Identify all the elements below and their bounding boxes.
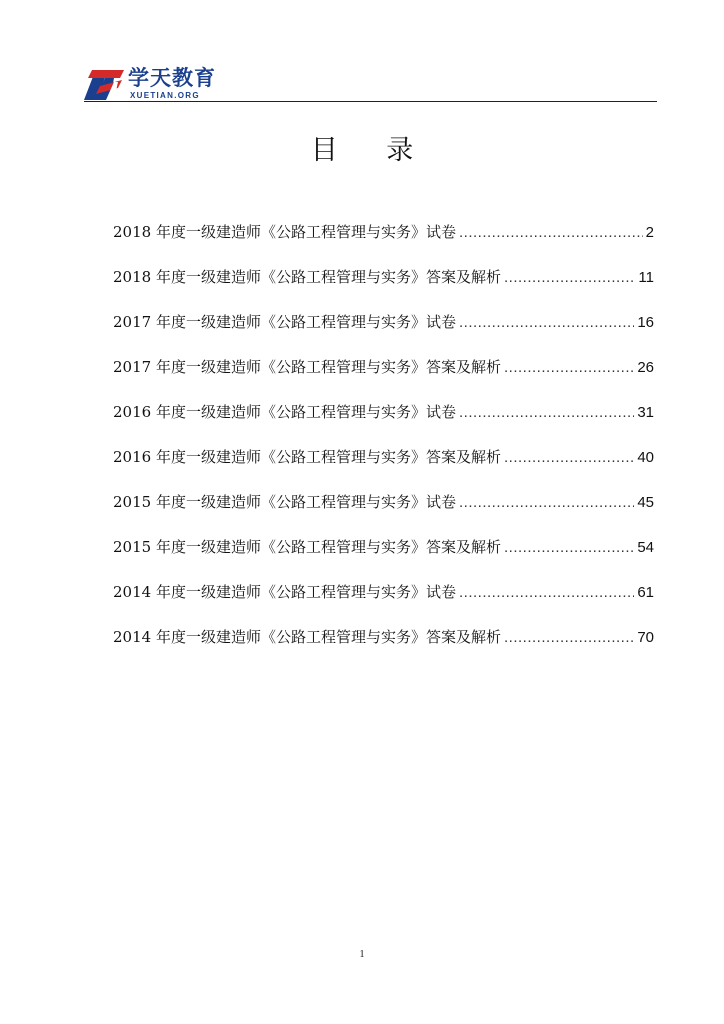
toc-entry-title: 年度一级建造师《公路工程管理与实务》答案及解析 xyxy=(155,538,501,556)
header-divider xyxy=(84,101,657,102)
toc-entry-text xyxy=(113,446,501,468)
logo-chinese-text: 学天教育 xyxy=(128,66,216,90)
toc-entry[interactable] xyxy=(113,446,654,491)
toc-entry-text xyxy=(113,221,456,243)
toc-entry-year: 2016 xyxy=(113,403,152,421)
toc-dot-leader xyxy=(504,537,634,559)
toc-entry[interactable] xyxy=(113,536,654,581)
toc-page-number: 61 xyxy=(637,584,654,601)
toc-page-number: 11 xyxy=(638,269,654,286)
toc-entry-title: 年度一级建造师《公路工程管理与实务》答案及解析 xyxy=(155,358,501,376)
toc-entry-title: 年度一级建造师《公路工程管理与实务》试卷 xyxy=(155,403,456,421)
toc-entry-title: 年度一级建造师《公路工程管理与实务》答案及解析 xyxy=(155,268,501,286)
table-of-contents xyxy=(113,221,654,671)
toc-entry[interactable] xyxy=(113,221,654,266)
toc-entry-title: 年度一级建造师《公路工程管理与实务》答案及解析 xyxy=(155,448,501,466)
toc-entry-text xyxy=(113,536,501,558)
toc-entry-year: 2018 xyxy=(113,268,152,286)
toc-page-number: 45 xyxy=(637,494,654,511)
toc-entry-text xyxy=(113,581,456,603)
toc-entry-text xyxy=(113,356,501,378)
toc-dot-leader xyxy=(459,402,634,424)
toc-page-number: 54 xyxy=(637,539,654,556)
toc-page-number: 70 xyxy=(637,629,654,646)
toc-dot-leader xyxy=(504,627,634,649)
toc-entry-year: 2016 xyxy=(113,448,152,466)
toc-entry[interactable] xyxy=(113,401,654,446)
page-title: 目 录 xyxy=(310,135,434,166)
toc-entry-title: 年度一级建造师《公路工程管理与实务》试卷 xyxy=(155,223,456,241)
toc-entry-year: 2017 xyxy=(113,358,152,376)
toc-entry-year: 2018 xyxy=(113,223,152,241)
toc-dot-leader xyxy=(504,447,634,469)
toc-dot-leader xyxy=(459,582,634,604)
toc-page-number: 31 xyxy=(637,404,654,421)
toc-entry-title: 年度一级建造师《公路工程管理与实务》答案及解析 xyxy=(155,628,501,646)
toc-entry[interactable] xyxy=(113,581,654,626)
toc-dot-leader xyxy=(459,492,634,514)
toc-page-number: 2 xyxy=(645,224,654,241)
xuetian-logo xyxy=(84,64,224,102)
toc-page-number: 40 xyxy=(637,449,654,466)
toc-entry-year: 2015 xyxy=(113,538,152,556)
toc-entry-year: 2017 xyxy=(113,313,152,331)
toc-entry-text xyxy=(113,311,456,333)
toc-page-number: 26 xyxy=(637,359,654,376)
toc-entry-year: 2014 xyxy=(113,628,152,646)
toc-entry-text xyxy=(113,266,501,288)
toc-page-number: 16 xyxy=(637,314,654,331)
toc-entry-year: 2015 xyxy=(113,493,152,511)
toc-entry-text xyxy=(113,401,456,423)
toc-entry-text xyxy=(113,491,456,513)
toc-entry-title: 年度一级建造师《公路工程管理与实务》试卷 xyxy=(155,583,456,601)
page-header xyxy=(84,64,657,104)
toc-entry-year: 2014 xyxy=(113,583,152,601)
toc-dot-leader xyxy=(504,357,634,379)
logo-road-icon xyxy=(84,68,124,100)
toc-entry[interactable] xyxy=(113,356,654,401)
toc-entry-title: 年度一级建造师《公路工程管理与实务》试卷 xyxy=(155,313,456,331)
toc-entry[interactable] xyxy=(113,311,654,356)
logo-english-text: XUETIAN.ORG xyxy=(130,91,200,100)
toc-dot-leader xyxy=(459,312,634,334)
toc-dot-leader xyxy=(459,222,643,244)
toc-dot-leader xyxy=(504,267,635,289)
toc-entry[interactable] xyxy=(113,491,654,536)
toc-entry-title: 年度一级建造师《公路工程管理与实务》试卷 xyxy=(155,493,456,511)
toc-entry-text xyxy=(113,626,501,648)
toc-entry[interactable] xyxy=(113,266,654,311)
toc-entry[interactable] xyxy=(113,626,654,671)
page-number: 1 xyxy=(359,949,365,960)
